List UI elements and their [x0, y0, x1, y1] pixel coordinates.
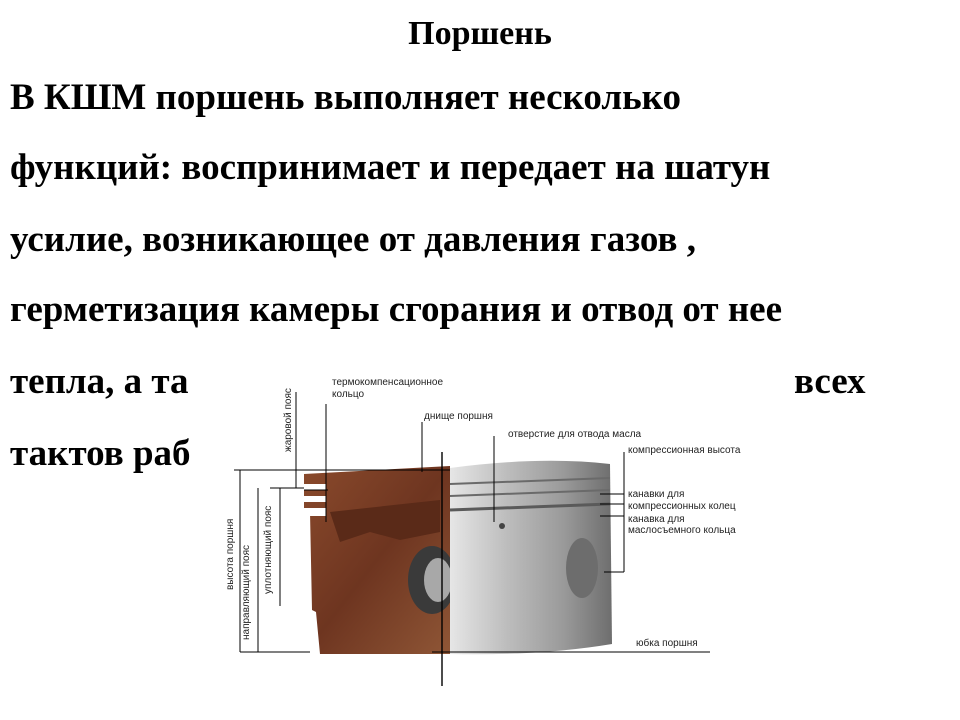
label-comp-grooves-1: канавки для: [628, 489, 685, 500]
label-seal-land: уплотняющий пояс: [263, 505, 274, 594]
text-line-5: тепла, а та: [10, 361, 189, 402]
label-skirt: юбка поршня: [636, 638, 698, 649]
boss: [566, 538, 598, 598]
text-line-5-tail: всех: [794, 361, 866, 402]
label-crown: днище поршня: [424, 411, 493, 422]
text-line-3: усилие, возникающее от давления газов ,: [10, 219, 696, 260]
piston-diagram: [200, 372, 790, 690]
slide-title: Поршень: [408, 15, 552, 52]
text-line-6: тактов раб: [10, 433, 191, 474]
label-comp-grooves-2: компрессионных колец: [628, 501, 736, 512]
label-thermo-ring-2: кольцо: [332, 389, 365, 400]
label-oil-hole: отверстие для отвода масла: [508, 429, 642, 440]
text-line-1: В КШМ поршень выполняет несколько: [10, 77, 682, 118]
label-oil-groove-1: канавка для: [628, 514, 685, 525]
label-guide-land: направляющий пояс: [241, 544, 252, 640]
label-fire-land: жаровой пояс: [283, 388, 294, 452]
label-thermo-ring-1: термокомпенсационное: [332, 377, 444, 388]
text-line-4: герметизация камеры сгорания и отвод от нее: [10, 289, 783, 330]
text-line-2: функций: воспринимает и передает на шатун: [10, 147, 771, 188]
label-compression-height: компрессионная высота: [628, 445, 741, 456]
label-oil-groove-2: маслосъемного кольца: [628, 525, 736, 536]
label-piston-height: высота поршня: [225, 518, 236, 590]
